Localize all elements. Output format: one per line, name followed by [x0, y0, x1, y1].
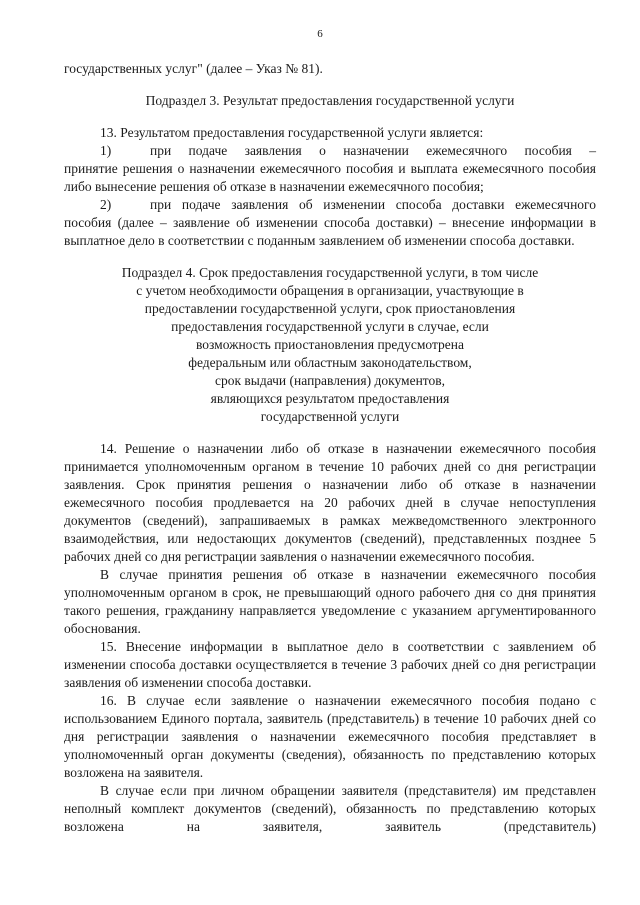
list-item-1	[64, 142, 596, 196]
subsection-4-title-line: срок выдачи (направления) документов,	[214, 373, 446, 388]
subsection-4-title-line: предоставлении государственной услуги, срок приостановления	[144, 301, 516, 316]
page-number: 6	[317, 28, 323, 40]
subsection-4-title-line: государственной услуги	[260, 409, 400, 424]
subsection-4-title	[64, 264, 596, 426]
subsection-4-title-line: возможность приостановления предусмотрена	[196, 337, 464, 352]
paragraph-14-continuation: В случае принятия решения об отказе в назначении ежемесячного пособия уполномоченным органом в срок, не превышающий одного рабочего дня со дня принятия такого решения, гражданину направляется уведомление с указанием аргументированного обоснования.	[64, 567, 596, 636]
list-item-1-first-line: при подаче заявления о назначении ежемесячного пособия –	[150, 143, 596, 158]
list-item-1-number: 1)	[100, 143, 112, 158]
list-item-2-text: пособия (далее – заявление об изменении способа доставки) – внесение информации в выплатное дело в соответствии с поданным заявлением об изменении способа доставки.	[64, 215, 596, 248]
list-item-1-text: принятие решения о назначении ежемесячного пособия и выплата ежемесячного пособия либо вынесение решения об отказе в назначении ежемесячного пособия;	[64, 161, 596, 194]
paragraph-16-continuation: В случае если при личном обращении заявителя (представителя) им представлен неполный комплект документов (сведений), обязанность по представлению которых возложена на заявителя, заявитель (представитель)	[64, 783, 596, 834]
document-body	[64, 60, 596, 836]
paragraph-16: 16. В случае если заявление о назначении ежемесячного пособия подано с использованием Единого портала, заявитель (представитель) в течение 10 рабочих дней со дня регистрации заявления о назначении ежемесячного пособия представляет в уполномоченный орган документы (сведения), обязанность по представлению которых возложена на заявителя.	[64, 693, 596, 780]
subsection-3-title: Подраздел 3. Результат предоставления государственной услуги	[145, 93, 515, 108]
paragraph-13: 13. Результатом предоставления государственной услуги является:	[100, 125, 484, 140]
subsection-4-title-line: предоставления государственной услуги в случае, если	[171, 319, 489, 334]
subsection-4-title-line: федеральным или областным законодательством,	[188, 355, 472, 370]
list-item-2-first-line: при подаче заявления об изменении способа доставки ежемесячного	[150, 197, 596, 212]
subsection-4-title-line: являющихся результатом предоставления	[210, 391, 450, 406]
subsection-4-title-line: с учетом необходимости обращения в организации, участвующие в	[136, 283, 524, 298]
list-item-2-number: 2)	[100, 197, 112, 212]
subsection-4-title-line: Подраздел 4. Срок предоставления государственной услуги, в том числе	[121, 265, 539, 280]
paragraph-14: 14. Решение о назначении либо об отказе в назначении ежемесячного пособия принимается уполномоченным органом в течение 10 рабочих дней со дня регистрации заявления. Срок принятия решения о назначении либо об отказе в назначении ежемесячного пособия продлевается на 20 рабочих дней в случае непоступления документов (сведений), запрашиваемых в рамках межведомственного электронного взаимодействия, или недостающих документов (сведений), представленных позднее 5 рабочих дней со дня регистрации заявления о назначении ежемесячного пособия.	[64, 441, 596, 564]
paragraph-15: 15. Внесение информации в выплатное дело в соответствии с заявлением об изменении способа доставки осуществляется в течение 3 рабочих дней со дня регистрации заявления об изменении способа доставки.	[64, 639, 596, 690]
intro-line: государственных услуг" (далее – Указ № 81).	[64, 61, 323, 76]
list-item-2	[64, 196, 596, 250]
